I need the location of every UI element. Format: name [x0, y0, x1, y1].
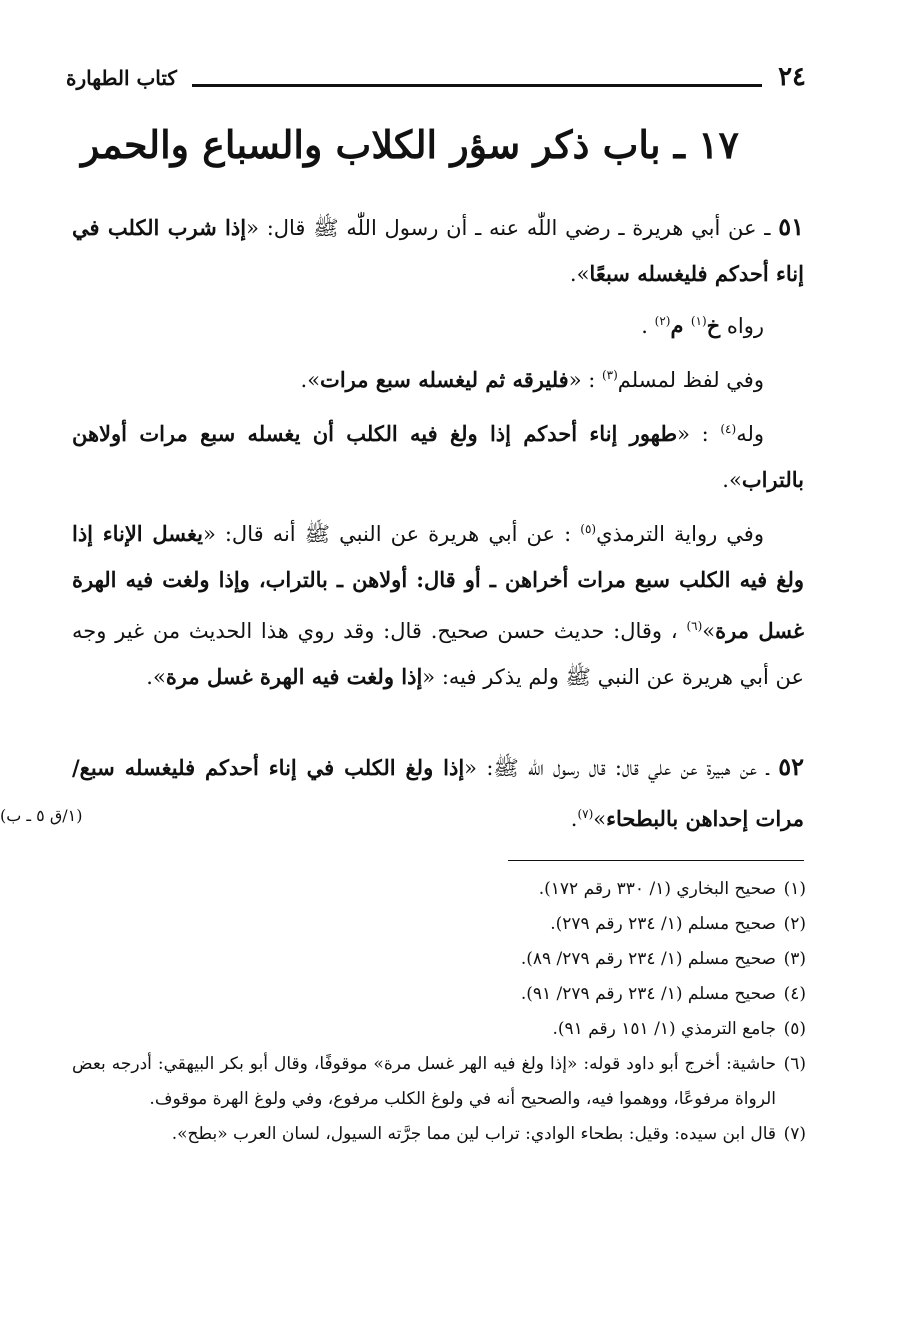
footnote-item [72, 1012, 806, 1047]
footnote-number: (٢) [783, 914, 806, 934]
hadith-52 [72, 744, 804, 842]
footnote-text: صحيح مسلم (١/ ٢٣٤ رقم ٢٧٩/ ٨٩). [520, 949, 776, 969]
hadith-end: . [570, 807, 578, 831]
footnote-item [72, 872, 806, 907]
wording-mid-2: ، وقال: حديث حسن صحيح. قال: وقد روي هذا الحديث من غير وجه عن أبي هريرة عن النبي ﷺ ولم يذكر فيه: « [72, 619, 804, 689]
footnote-text: صحيح مسلم (١/ ٢٣٤ رقم ٢٧٩). [550, 914, 776, 934]
muslim-wording [72, 352, 804, 403]
footnote-ref: (١) [690, 314, 707, 328]
footnote-ref: (٤) [720, 422, 737, 436]
chapter-title: ١٧ ـ باب ذكر سؤر الكلاب والسباع والحمر [81, 122, 739, 167]
footnote-ref: (٣) [601, 368, 618, 382]
footnote-item [72, 1047, 806, 1117]
wording-lead: وله [736, 422, 764, 446]
footnote-number: (٥) [783, 1019, 806, 1039]
manuscript-margin-note: (١/ق ٥ ـ ب) [0, 806, 83, 825]
footnote-text: قال ابن سيده: وقيل: بطحاء الوادي: تراب لين مما جرَّته السيول، لسان العرب «بطح». [171, 1124, 776, 1144]
header-rule [192, 84, 762, 87]
footnote-number: (٤) [783, 984, 806, 1004]
hadith-text: يغسل الإناء إذا ولغ فيه الكلب سبع مرات أخراهن ـ أو قال: أولاهن ـ بالتراب، وإذا ولغت فيه الهرة غسل مرة [72, 521, 805, 643]
hadith-number: ٥٢ [778, 752, 805, 781]
footnote-item [72, 942, 806, 977]
footnote-text: جامع الترمذي (١/ ١٥١ رقم ٩١). [552, 1019, 776, 1039]
footnote-text: حاشية: أخرج أبو داود قوله: «إذا ولغ فيه الهر غسل مرة» موقوفًا، وقال أبو بكر البيهقي: أدرجه بعض الرواة مرفوعًا، ووهموا فيه، والصحيح أنه في ولوغ الكلب مرفوع، وفي ولوغ الهرة موقوف. [72, 1054, 776, 1109]
footnote-item [72, 1117, 806, 1152]
footnote-ref: (٧) [577, 807, 594, 821]
hadith-intro: ـ عن أبي هريرة ـ رضي اللّٰه عنه ـ أن رسول اللّٰه ﷺ قال: « [246, 216, 779, 240]
wording-end: ». [146, 665, 166, 689]
wording-lead: وفي رواية الترمذي [596, 522, 764, 546]
muslim-symbol: م [670, 313, 691, 338]
footnote-ref: (٥) [580, 522, 597, 536]
footnotes [72, 872, 806, 1152]
hadith-text: إذا شرب الكلب في إناء أحدكم فليغسله سبعًا [72, 215, 804, 286]
hadith-text-2: إذا ولغت فيه الهرة غسل مرة [165, 664, 423, 689]
footnote-text: صحيح مسلم (١/ ٢٣٤ رقم ٢٧٩/ ٩١). [520, 984, 776, 1004]
page-number: ٢٤ [778, 62, 806, 92]
footnote-ref: (٢) [654, 314, 671, 328]
footnote-number: (٣) [783, 949, 806, 969]
walahu-wording [72, 406, 804, 503]
hadith-intro: ـ عن هبيرة عن علي قال: قال رسول اللّٰه ﷺ: « [464, 756, 779, 780]
hadith-text: طهور إناء أحدكم إذا ولغ فيه الكلب أن يغسله سبع مرات أولاهن بالتراب [72, 421, 804, 492]
wording-mid: : « [568, 368, 602, 392]
footnote-item [72, 977, 806, 1012]
wording-mid: : « [677, 422, 721, 446]
wording-end: ». [722, 468, 742, 492]
hadith-51 [72, 204, 804, 297]
quote-close: » [593, 807, 607, 831]
wording-end: ». [300, 368, 321, 392]
footnote-text: صحيح البخاري (١/ ٣٣٠ رقم ١٧٢). [538, 879, 776, 899]
footnote-number: (١) [783, 879, 806, 899]
hadith-text: إذا ولغ الكلب في إناء أحدكم فليغسله سبع/ مرات إحداهن بالبطحاء [72, 755, 804, 831]
running-header [66, 62, 806, 102]
book-title: كتاب الطهارة [66, 66, 177, 90]
wording-lead: وفي لفظ لمسلم [617, 368, 764, 392]
bukhari-symbol: خ [706, 313, 721, 338]
hadith-number: ٥١ [778, 212, 804, 241]
rawah-end: . [641, 314, 655, 338]
wording-mid: : عن أبي هريرة عن النبي ﷺ أنه قال: « [202, 522, 581, 546]
rawah-text: رواه [720, 314, 764, 338]
rawah-line [72, 298, 804, 349]
tirmidhi-narration [72, 506, 804, 700]
footnote-ref: (٦) [686, 619, 703, 633]
hadith-text: فليرقه ثم ليغسله سبع مرات [320, 367, 569, 392]
footnote-separator [508, 860, 804, 861]
quote-close: » [702, 619, 716, 643]
hadith-close: ». [569, 262, 590, 286]
footnote-number: (٧) [783, 1124, 806, 1144]
footnote-number: (٦) [783, 1054, 806, 1074]
footnote-item [72, 907, 806, 942]
